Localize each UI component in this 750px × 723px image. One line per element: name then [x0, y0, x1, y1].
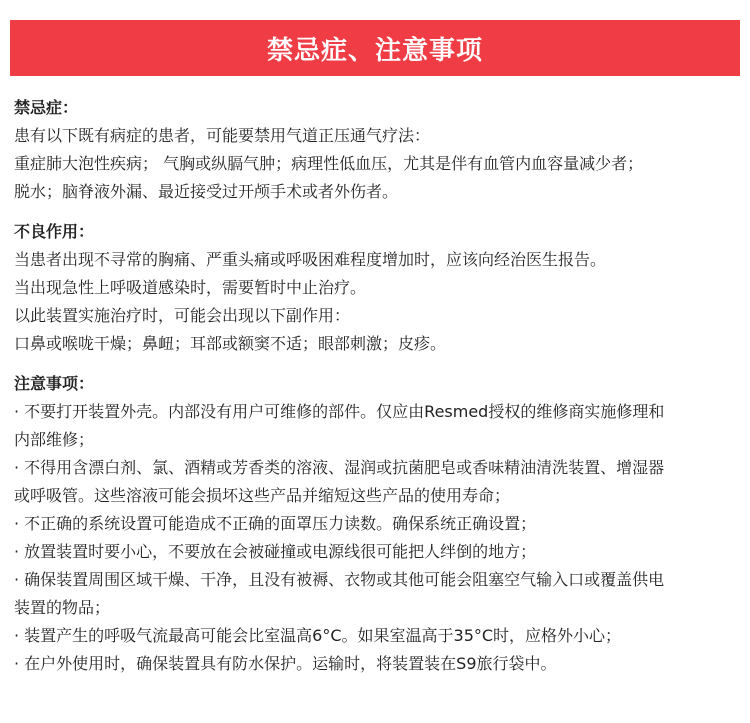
side-effects-line: 口鼻或喉咙干燥；鼻衄；耳部或额窦不适；眼部刺激；皮疹。: [14, 334, 447, 353]
side-effects-section: [14, 218, 744, 358]
contraindications-line: 脱水；脑脊液外漏、最近接受过开颅手术或者外伤者。: [14, 182, 399, 201]
contraindications-line: 患有以下既有病症的患者，可能要禁用气道正压通气疗法：: [14, 126, 431, 145]
side-effects-line: 以此装置实施治疗时，可能会出现以下副作用：: [14, 306, 351, 325]
precautions-line: · 放置装置时要小心，不要放在会被碰撞或电源线很可能把人绊倒的地方；: [14, 542, 537, 561]
precautions-line: · 在户外使用时，确保装置具有防水保护。运输时，将装置装在S9旅行袋中。: [14, 654, 557, 673]
document-body: [14, 94, 744, 690]
side-effects-line: 当患者出现不寻常的胸痛、严重头痛或呼吸困难程度增加时，应该向经治医生报告。: [14, 250, 607, 269]
precautions-line: · 不正确的系统设置可能造成不正确的面罩压力读数。确保系统正确设置；: [14, 514, 537, 533]
precautions-line: · 装置产生的呼吸气流最高可能会比室温高6°C。如果室温高于35°C时，应格外小心；: [14, 626, 622, 645]
page-title: 禁忌症、注意事项: [266, 35, 483, 66]
title-banner: [10, 20, 740, 76]
precautions-line: 内部维修；: [14, 430, 95, 449]
contraindications-section: [14, 94, 744, 206]
side-effects-heading: 不良作用：: [14, 222, 95, 241]
contraindications-line: 重症肺大泡性疾病； 气胸或纵膈气肿；病理性低血压，尤其是伴有血管内血容量减少者；: [14, 154, 644, 173]
precautions-line: 或呼吸管。这些溶液可能会损坏这些产品并缩短这些产品的使用寿命；: [14, 486, 511, 505]
precautions-line: · 不要打开装置外壳。内部没有用户可维修的部件。仅应由Resmed授权的维修商实施修理和: [14, 402, 665, 421]
precautions-section: [14, 370, 744, 678]
precautions-line: 装置的物品；: [14, 598, 111, 617]
precautions-line: · 不得用含漂白剂、氯、酒精或芳香类的溶液、湿润或抗菌肥皂或香味精油清洗装置、增湿器: [14, 458, 665, 477]
precautions-heading: 注意事项：: [14, 374, 95, 393]
contraindications-heading: 禁忌症：: [14, 98, 79, 117]
side-effects-line: 当出现急性上呼吸道感染时，需要暂时中止治疗。: [14, 278, 367, 297]
precautions-line: · 确保装置周围区域干燥、干净，且没有被褥、衣物或其他可能会阻塞空气输入口或覆盖供电: [14, 570, 665, 589]
